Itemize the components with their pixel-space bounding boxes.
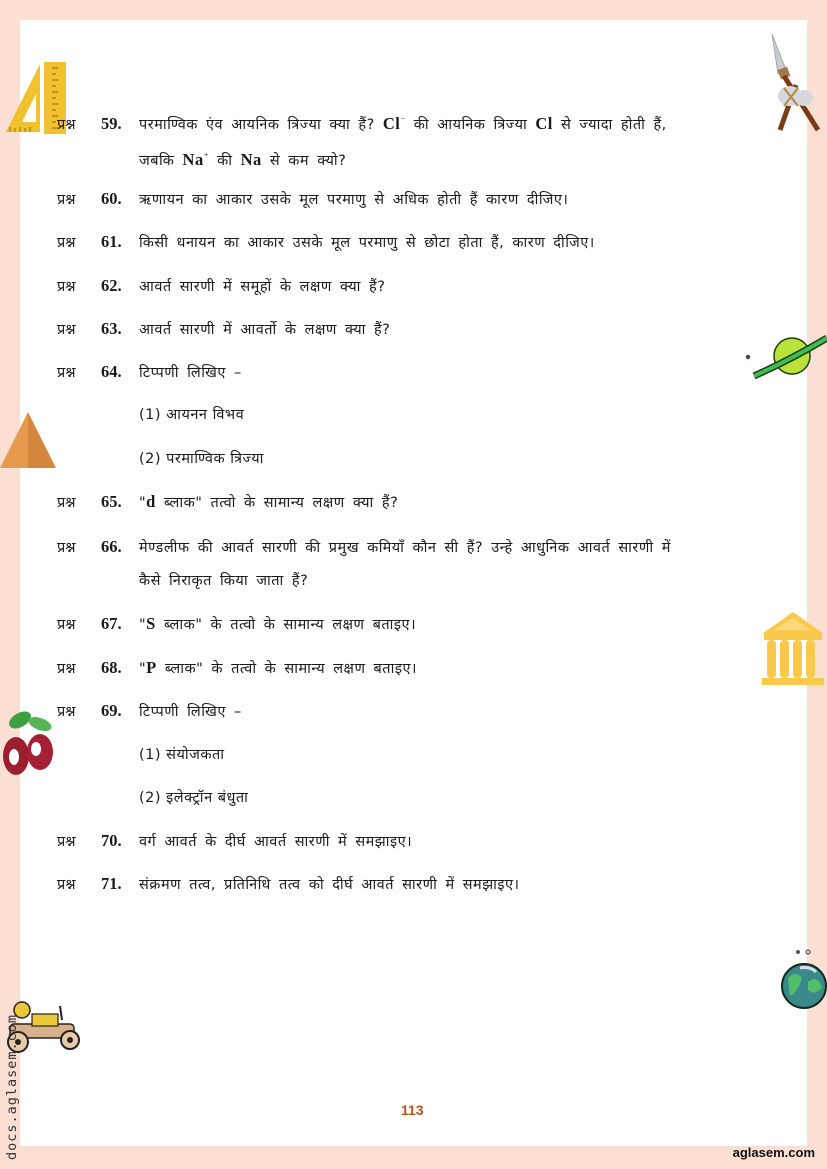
question-text: संक्रमण तत्व, प्रतिनिधि तत्व को दीर्घ आवर्त सारणी में समझाइए। [139, 877, 520, 893]
question-number: 62. [101, 276, 122, 295]
pyramid-icon [0, 410, 58, 470]
page-number: 113 [401, 1102, 424, 1118]
question-number: 66. [101, 537, 122, 556]
question-text: किसी धनायन का आकार उसके मूल परमाणु से छोटा होता हैं, कारण दीजिए। [139, 235, 595, 251]
question-number: 61. [101, 232, 122, 251]
question-label: प्रश्न [57, 116, 76, 133]
question-60 [57, 189, 568, 210]
question-text: आवर्त सारणी में आवर्तो के लक्षण क्या हैं? [139, 322, 391, 338]
saturn-planet-icon [740, 330, 827, 384]
question-69 [57, 701, 242, 722]
question-number: 69. [101, 701, 122, 720]
question-number: 59. [101, 113, 122, 133]
question-number: 64. [101, 362, 122, 381]
question-text: मेण्डलीफ की आवर्त सारणी की प्रमुख कमियाँ कौन सी हैं? उन्हे आधुनिक आवर्त सारणी में [139, 540, 671, 556]
question-63 [57, 319, 390, 340]
question-59-continuation: जबकि Na⁺ की Na से कम क्यो? [139, 149, 347, 169]
question-65 [57, 492, 398, 513]
question-64 [57, 362, 242, 383]
earth-globe-icon [778, 948, 827, 1014]
question-label: प्रश्न [57, 834, 76, 850]
question-number: 65. [101, 492, 122, 511]
question-text: वर्ग आवर्त के दीर्घ आवर्त सारणी में समझाइए। [139, 834, 413, 850]
question-69-subitem-2: (2) इलेक्ट्रॉन बंधुता [139, 790, 249, 806]
question-number: 63. [101, 319, 122, 338]
question-64-subitem-2: (2) परमाण्विक त्रिज्या [139, 451, 264, 467]
question-text: "d ब्लाक" तत्वो के सामान्य लक्षण क्या हैं? [139, 492, 399, 511]
question-66 [57, 537, 671, 558]
question-label: प्रश्न [57, 495, 76, 511]
question-number: 71. [101, 874, 122, 893]
question-number: 60. [101, 189, 122, 208]
site-label[interactable]: aglasem.com [732, 1145, 815, 1160]
question-71 [57, 874, 520, 895]
question-text: "S ब्लाक" के तत्वो के सामान्य लक्षण बताइए। [139, 614, 417, 633]
question-label: प्रश्न [57, 322, 76, 338]
question-text: आवर्त सारणी में समूहों के लक्षण क्या हैं? [139, 279, 386, 295]
question-label: प्रश्न [57, 877, 76, 893]
greek-temple-icon [760, 610, 827, 686]
question-label: प्रश्न [57, 704, 76, 720]
cherries-icon [2, 702, 58, 780]
stone-spear-icon [766, 30, 824, 134]
question-number: 70. [101, 831, 122, 850]
question-text: ऋणायन का आकार उसके मूल परमाणु से अधिक होती हैं कारण दीजिए। [139, 192, 569, 208]
question-62 [57, 276, 385, 297]
question-67 [57, 614, 416, 635]
question-70 [57, 831, 412, 852]
question-label: प्रश्न [57, 235, 76, 251]
question-text: टिप्पणी लिखिए – [139, 704, 242, 720]
question-64-subitem-1: (1) आयनन विभव [139, 407, 245, 423]
question-label: प्रश्न [57, 279, 76, 295]
question-61 [57, 232, 595, 253]
question-label: प्रश्न [57, 661, 76, 677]
question-66-continuation: कैसे निराकृत किया जाता हैं? [139, 573, 309, 589]
question-number: 67. [101, 614, 122, 633]
question-label: प्रश्न [57, 365, 76, 381]
question-number: 68. [101, 658, 122, 677]
question-text: "P ब्लाक" के तत्वो के सामान्य लक्षण बताइए। [139, 658, 417, 677]
question-label: प्रश्न [57, 540, 76, 556]
question-label: प्रश्न [57, 192, 76, 208]
question-69-subitem-1: (1) संयोजकता [139, 747, 225, 763]
question-59 [57, 111, 667, 135]
question-text: परमाण्विक एंव आयनिक त्रिज्या क्या हैं? Cl⁻ की आयनिक त्रिज्या Cl से ज्यादा होती हैं, [139, 113, 667, 133]
question-text: टिप्पणी लिखिए – [139, 365, 242, 381]
question-label: प्रश्न [57, 617, 76, 633]
question-68 [57, 658, 417, 679]
watermark: docs.aglasem.com [4, 1013, 20, 1160]
